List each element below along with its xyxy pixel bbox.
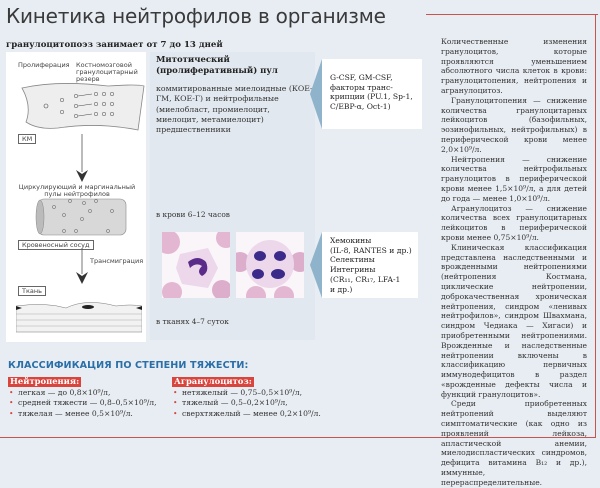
frame-top-line	[426, 14, 598, 15]
paragraph: Гранулоцитопения — снижение количества гранулоцитарных лейкоцитов (базофильных, эозинофильных, нейтрофильных) в периферической крови менее 2,0×10⁹/л.	[441, 95, 587, 154]
list-item: • легкая — до 0,8×10⁹/л,	[8, 388, 157, 399]
tissue-time-label: в тканях 4–7 суток	[156, 317, 229, 326]
paragraph: Клиническая классификация представлена наследственными и врожденными нейтропениями (нейтропения Костмана, циклические нейтропении, доброкачественная хроническая нейтропения, синдром «ленивых нейтрофилов», синдром Швахмана, синдром Чедиака — Хигаси) и приобретенными нейтропениями. Врожденные и наследственные нейтропении включены в классификацию первичных иммунодефицитов в раздел «врожденные дефекты числа и функций гранулоцитов».	[441, 242, 587, 399]
paragraph: Агранулоцитоз — снижение количества всех гранулоцитарных лейкоцитов в периферической крови менее 0,75×10⁹/л.	[441, 203, 587, 242]
blood-vessel-icon	[34, 197, 130, 237]
blood-time-label: в крови 6–12 часов	[156, 210, 230, 219]
neutropenia-list	[8, 388, 157, 420]
chemokines-box	[322, 232, 418, 298]
agranulocytosis-list	[172, 388, 321, 420]
neutrophil-kinetics-diagram	[6, 52, 146, 342]
down-arrow-icon	[76, 134, 88, 182]
bone-marrow-icon	[18, 82, 146, 132]
chemokines-line: Хемокины	[330, 236, 372, 245]
tissue-label: Ткань	[18, 286, 46, 296]
km-label: КМ	[18, 134, 36, 144]
integrins-line: и др.)	[330, 284, 353, 294]
mitotic-pool-description: коммитированные миелоидные (КОЕ-ГМ, КОЕ-Г) и нейтрофильные (миелобласт, промиелоцит, миелоцит, метамиелоцит) предшественники	[156, 84, 313, 135]
transmigration-label: Трансмиграция	[90, 257, 144, 265]
proliferation-label: Пролиферация	[18, 61, 70, 69]
neutropenia-label: Нейтропения:	[10, 376, 80, 386]
list-item: • нетяжелый — 0,75–0,5×10⁹/л,	[172, 388, 321, 399]
reserve-label: Костномозговой гранулоцитарный резерв	[76, 61, 138, 84]
transmigration-arrow-icon	[76, 248, 88, 284]
tissue-icon	[16, 298, 142, 334]
neutrophil-micrograph-1	[162, 232, 230, 298]
list-item: • средней тяжести — 0,8–0,5×10⁹/л,	[8, 398, 157, 409]
agranulocytosis-severity	[172, 377, 321, 420]
neutrophil-micrograph-2	[236, 232, 304, 298]
integrins-line: Интегрины	[330, 265, 376, 275]
selectins-line: Селектины	[330, 255, 375, 265]
neutropenia-severity	[8, 377, 157, 420]
paragraph: Количественные изменения гранулоцитов, которые проявляются уменьшением абсолютного числа клеток в крови: гранулоцитопения, нейтропения и агранулоцитоз.	[441, 37, 587, 95]
paragraph: Нейтропения — снижение количества нейтрофильных гранулоцитов в периферической крови менее 1,5×10⁹/л, а для детей до года — менее 1,0×10⁹/л.	[441, 154, 587, 203]
arrow-pointer-icon	[310, 59, 322, 129]
list-item: • сверхтяжелый — менее 0,2×10⁹/л.	[172, 409, 321, 420]
growth-factors-box	[322, 59, 422, 129]
paragraph: Среди приобретенных нейтропений выделяют симптоматические (как одно из проявлений лейкоза, апластической анемии, миелодиспластических синдромов, дефицита витамина B₁₂ и др.), иммунные, перераспределительные.	[441, 399, 587, 487]
chemokines-line: (IL-8, RANTES и др.)	[330, 245, 412, 255]
classification-heading: КЛАССИФИКАЦИЯ ПО СТЕПЕНИ ТЯЖЕСТИ:	[8, 360, 249, 371]
growth-factors-text: G-CSF, GM-CSF, факторы транс-крипции (PU.1, Sp-1, C/EBP-α, Oct-1)	[330, 73, 413, 112]
list-item: • тяжелый — 0,5–0,2×10⁹/л,	[172, 398, 321, 409]
page-title: Кинетика нейтрофилов в организме	[6, 4, 386, 28]
mitotic-pool-heading: Митотический (пролиферативный) пул	[156, 55, 278, 76]
blood-vessel-label: Кровеносный сосуд	[18, 240, 94, 250]
chemokines-text	[330, 236, 412, 294]
integrins-line: (CR₁₁, CR₁₇, LFA-1	[330, 274, 401, 284]
agranulocytosis-label: Агранулоцитоз:	[174, 376, 252, 386]
granulopoiesis-duration: гранулоцитопоэз занимает от 7 до 13 дней	[6, 40, 223, 50]
arrow-pointer-icon	[310, 232, 322, 298]
definitions-text-column	[441, 37, 587, 488]
circulating-pool-label: Циркулирующий и маргинальный пулы нейтрофилов	[18, 183, 136, 199]
list-item: • тяжелая — менее 0,5×10⁹/л.	[8, 409, 157, 420]
